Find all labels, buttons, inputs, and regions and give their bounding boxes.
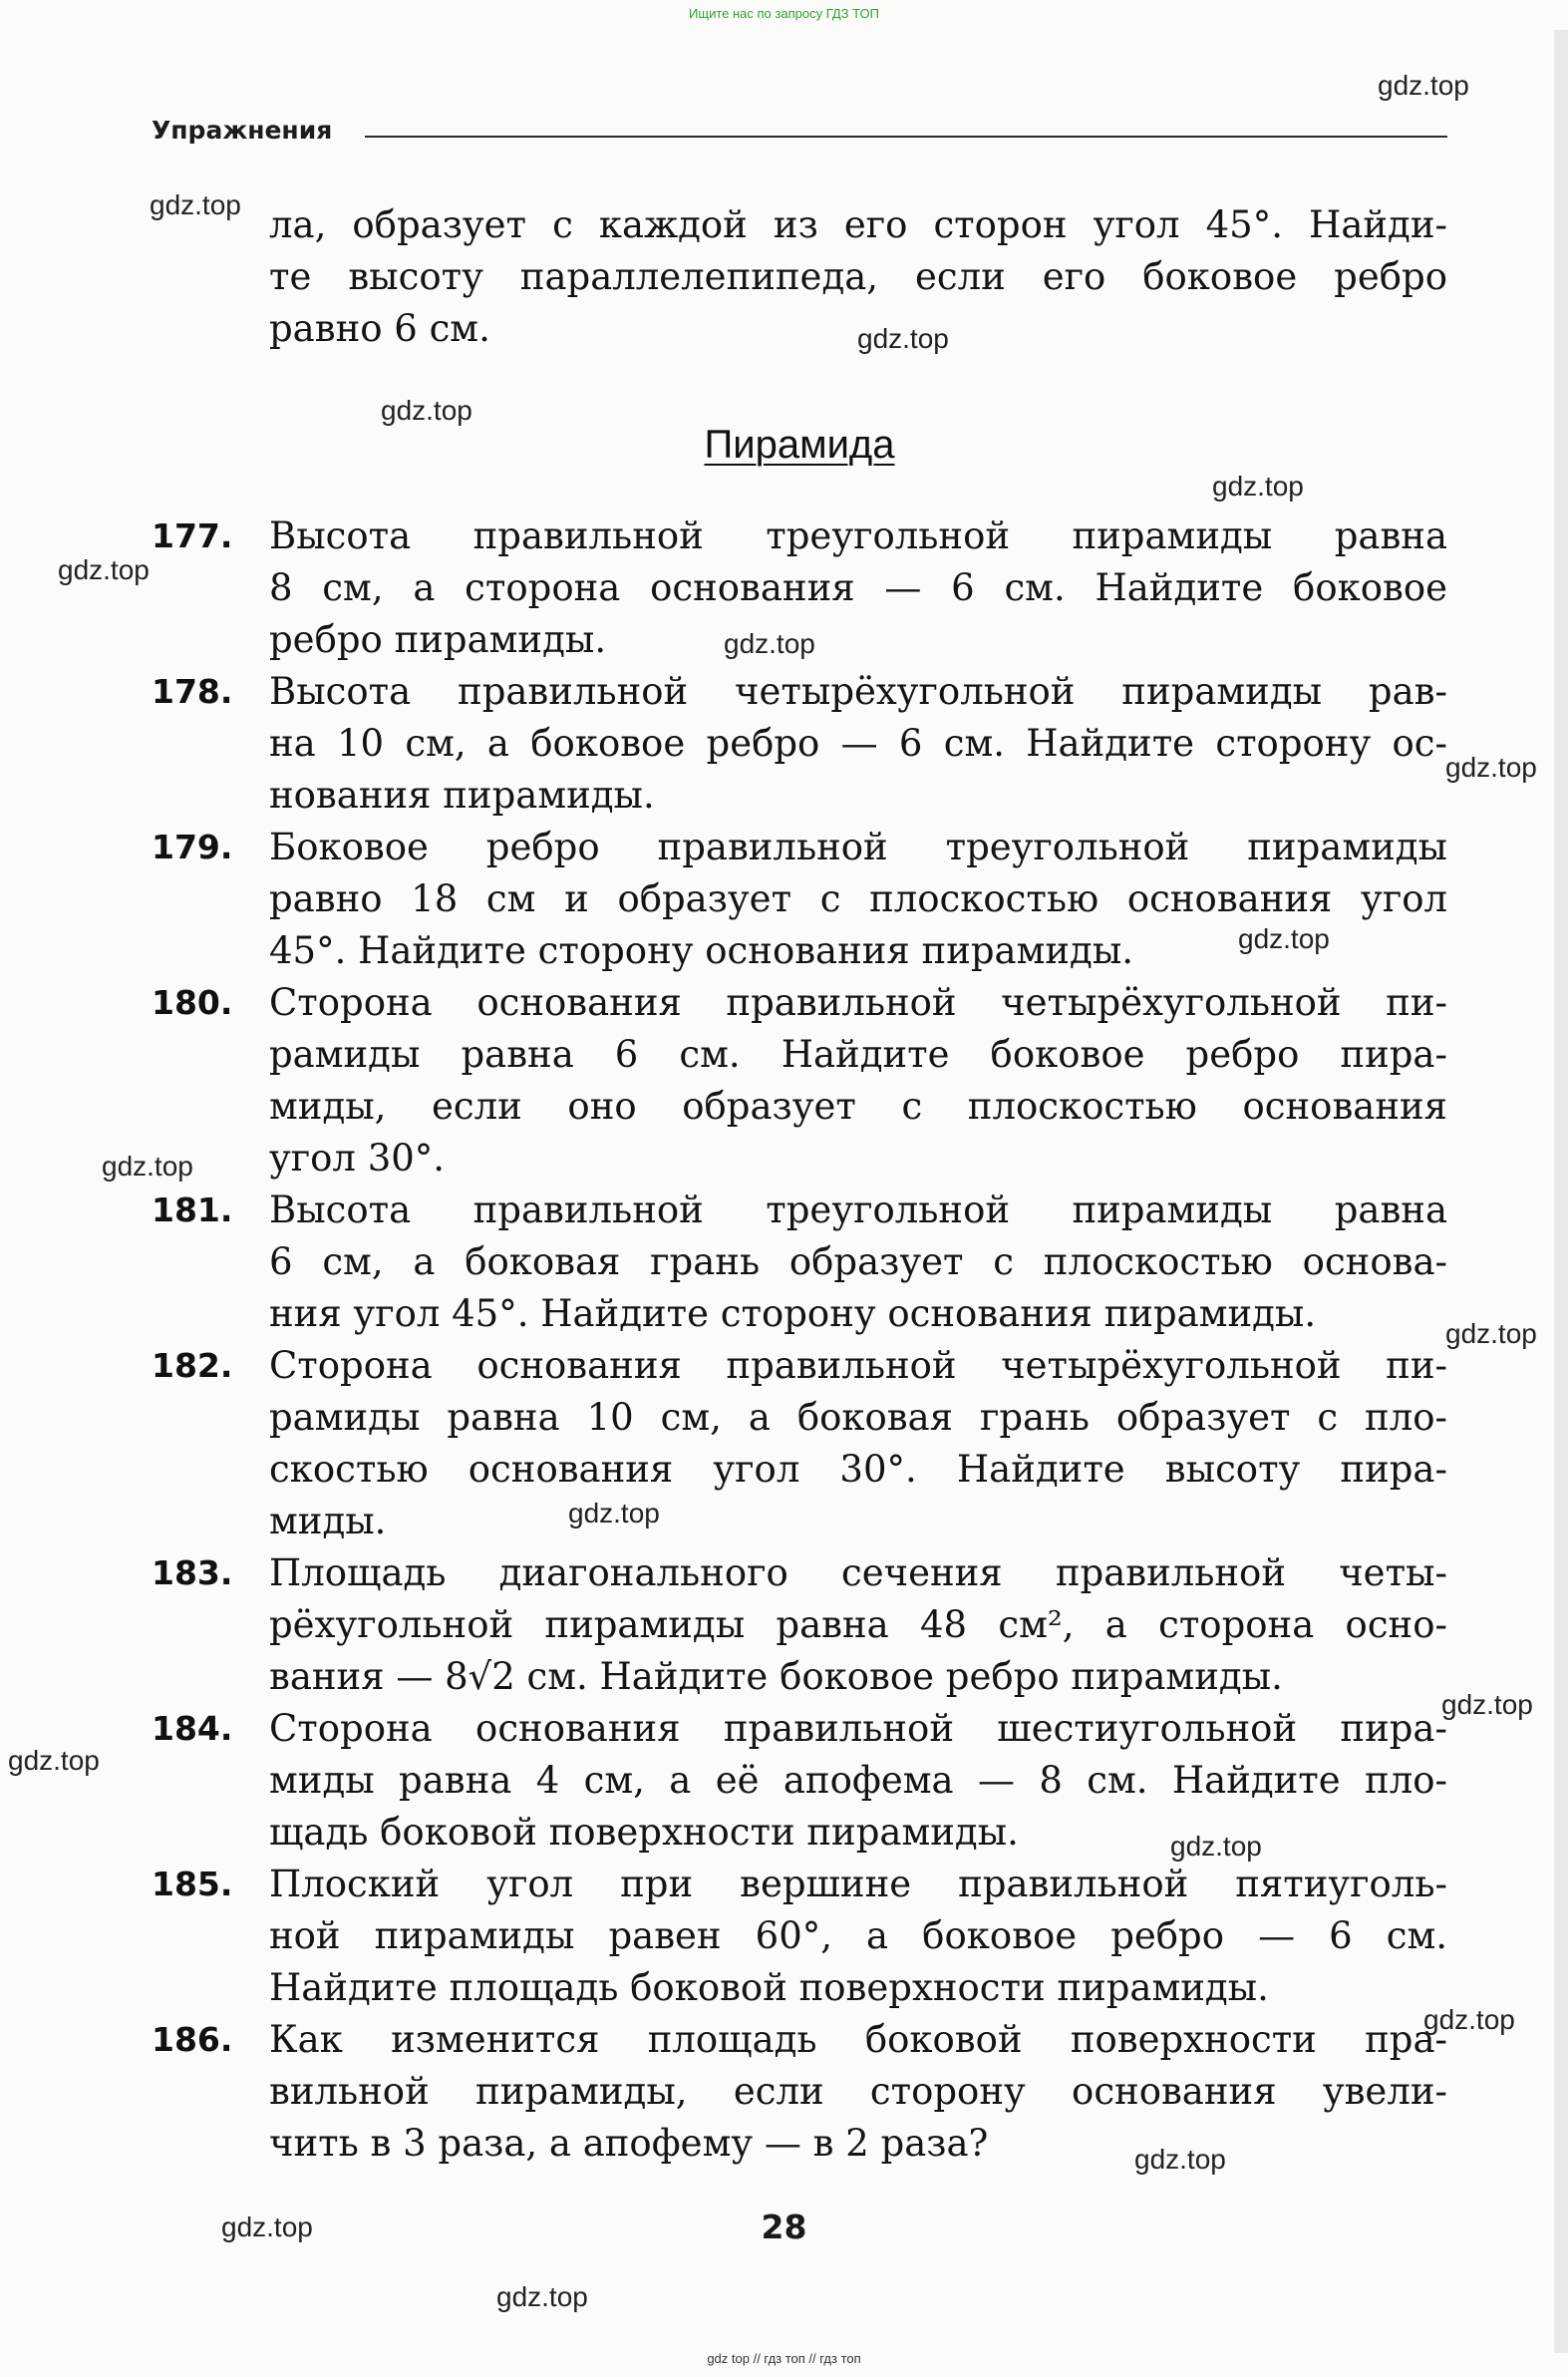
exercise-182: [152, 1340, 1447, 1547]
watermark-text: gdz.top: [58, 554, 150, 585]
header-rule: [365, 136, 1447, 138]
watermark-text: gdz.top: [150, 189, 241, 220]
exercise-line: ной пирамиды равен 60°, а боковое ребро — 6 см.: [269, 1914, 1447, 1957]
intro-line: ла, образует с каждой из его сторон угол 45°. Найди-: [269, 203, 1447, 246]
exercise-line: Как изменится площадь боковой поверхности пра-: [269, 2018, 1447, 2061]
exercise-line: чить в 3 раза, а апофему — в 2 раза?: [269, 2122, 989, 2165]
exercise-185: [152, 1859, 1447, 2014]
watermark-text: gdz.top: [568, 1498, 660, 1528]
watermark-text: gdz.top: [1441, 1689, 1533, 1720]
exercise-178: [152, 666, 1447, 822]
exercise-line: рамиды равна 6 см. Найдите боковое ребро пира-: [269, 1033, 1447, 1076]
watermark-text: gdz.top: [102, 1151, 193, 1182]
exercise-180: [152, 977, 1447, 1185]
watermark-text: gdz.top: [857, 323, 949, 354]
exercise-line: 8 см, а сторона основания — 6 см. Найдите боковое: [269, 566, 1447, 609]
exercise-line: угол 30°.: [269, 1137, 446, 1180]
exercise-number: 183.: [152, 1553, 233, 1592]
intro-line: равно 6 см.: [269, 307, 490, 350]
intro-line: те высоту параллелепипеда, если его боковое ребро: [269, 255, 1447, 298]
watermark-text: gdz.top: [1378, 70, 1469, 101]
watermark-text: gdz.top: [221, 2211, 313, 2242]
section-title-text: Пирамида: [704, 423, 895, 467]
exercise-number: 185.: [152, 1865, 233, 1903]
exercise-number: 186.: [152, 2020, 233, 2059]
exercise-line: щадь боковой поверхности пирамиды.: [269, 1811, 1019, 1854]
watermark-text: gdz.top: [1445, 1318, 1537, 1349]
exercise-line: миды.: [269, 1500, 387, 1542]
exercise-line: Найдите площадь боковой поверхности пирамиды.: [269, 1966, 1269, 2009]
exercise-line: равно 18 см и образует с плоскостью основания угол: [269, 877, 1447, 920]
watermark-text: gdz.top: [8, 1745, 100, 1776]
exercise-line: Площадь диагонального сечения правильной четы-: [269, 1551, 1447, 1594]
top-banner: Ищите нас по запросу ГДЗ ТОП: [689, 6, 879, 21]
exercise-line: 45°. Найдите сторону основания пирамиды.: [269, 929, 1134, 972]
exercise-line: Боковое ребро правильной треугольной пирамиды: [269, 826, 1447, 868]
exercise-186: [152, 2014, 1447, 2170]
watermark-text: gdz.top: [1170, 1831, 1262, 1862]
exercise-line: Сторона основания правильной четырёхугольной пи-: [269, 981, 1447, 1024]
watermark-text: gdz.top: [1134, 2144, 1226, 2175]
exercise-line: рёхугольной пирамиды равна 48 см², а сторона осно-: [269, 1603, 1447, 1646]
watermark-text: gdz.top: [724, 628, 815, 659]
exercise-line: на 10 см, а боковое ребро — 6 см. Найдите сторону ос-: [269, 722, 1447, 765]
watermark-text: gdz.top: [496, 2281, 588, 2312]
exercise-list: [152, 510, 1447, 2170]
watermark-text: gdz.top: [1238, 923, 1330, 954]
page-header: [152, 112, 1447, 152]
exercise-181: [152, 1185, 1447, 1340]
exercise-line: ребро пирамиды.: [269, 618, 607, 661]
exercise-number: 178.: [152, 672, 233, 711]
exercise-number: 177.: [152, 516, 233, 555]
exercise-line: вания — 8√2 см. Найдите боковое ребро пирамиды.: [269, 1655, 1283, 1698]
exercise-line: Высота правильной треугольной пирамиды равна: [269, 1188, 1447, 1231]
section-title: [152, 423, 1447, 468]
intro-continuation: [152, 199, 1447, 355]
exercise-line: скостью основания угол 30°. Найдите высоту пира-: [269, 1448, 1447, 1491]
exercise-line: Высота правильной треугольной пирамиды равна: [269, 514, 1447, 557]
exercise-number: 182.: [152, 1346, 233, 1385]
exercise-line: ния угол 45°. Найдите сторону основания пирамиды.: [269, 1292, 1317, 1335]
exercise-number: 179.: [152, 828, 233, 866]
exercise-line: нования пирамиды.: [269, 774, 655, 817]
exercise-line: Сторона основания правильной четырёхугольной пи-: [269, 1344, 1447, 1387]
watermark-text: gdz.top: [381, 395, 472, 426]
watermark-text: gdz.top: [1423, 2004, 1515, 2035]
exercise-183: [152, 1547, 1447, 1703]
exercise-line: вильной пирамиды, если сторону основания увели-: [269, 2070, 1447, 2113]
bottom-banner: gdz top // гдз топ // гдз топ: [707, 2351, 861, 2366]
watermark-text: gdz.top: [1445, 752, 1537, 783]
exercise-line: рамиды равна 10 см, а боковая грань образует с пло-: [269, 1396, 1447, 1439]
exercise-line: Сторона основания правильной шестиугольной пира-: [269, 1707, 1447, 1750]
header-label: Упражнения: [152, 116, 350, 145]
page-edge-shadow: [1554, 30, 1568, 2353]
exercise-line: Высота правильной четырёхугольной пирамиды рав-: [269, 670, 1447, 713]
watermark-text: gdz.top: [1212, 471, 1304, 502]
exercise-line: Плоский угол при вершине правильной пятиуголь-: [269, 1863, 1447, 1905]
exercise-number: 184.: [152, 1709, 233, 1748]
exercise-number: 180.: [152, 983, 233, 1022]
exercise-line: миды равна 4 см, а её апофема — 8 см. Найдите пло-: [269, 1759, 1447, 1802]
page-number: 28: [761, 2207, 807, 2246]
exercise-line: 6 см, а боковая грань образует с плоскостью основа-: [269, 1240, 1447, 1283]
exercise-number: 181.: [152, 1190, 233, 1229]
exercise-line: миды, если оно образует с плоскостью основания: [269, 1085, 1447, 1128]
